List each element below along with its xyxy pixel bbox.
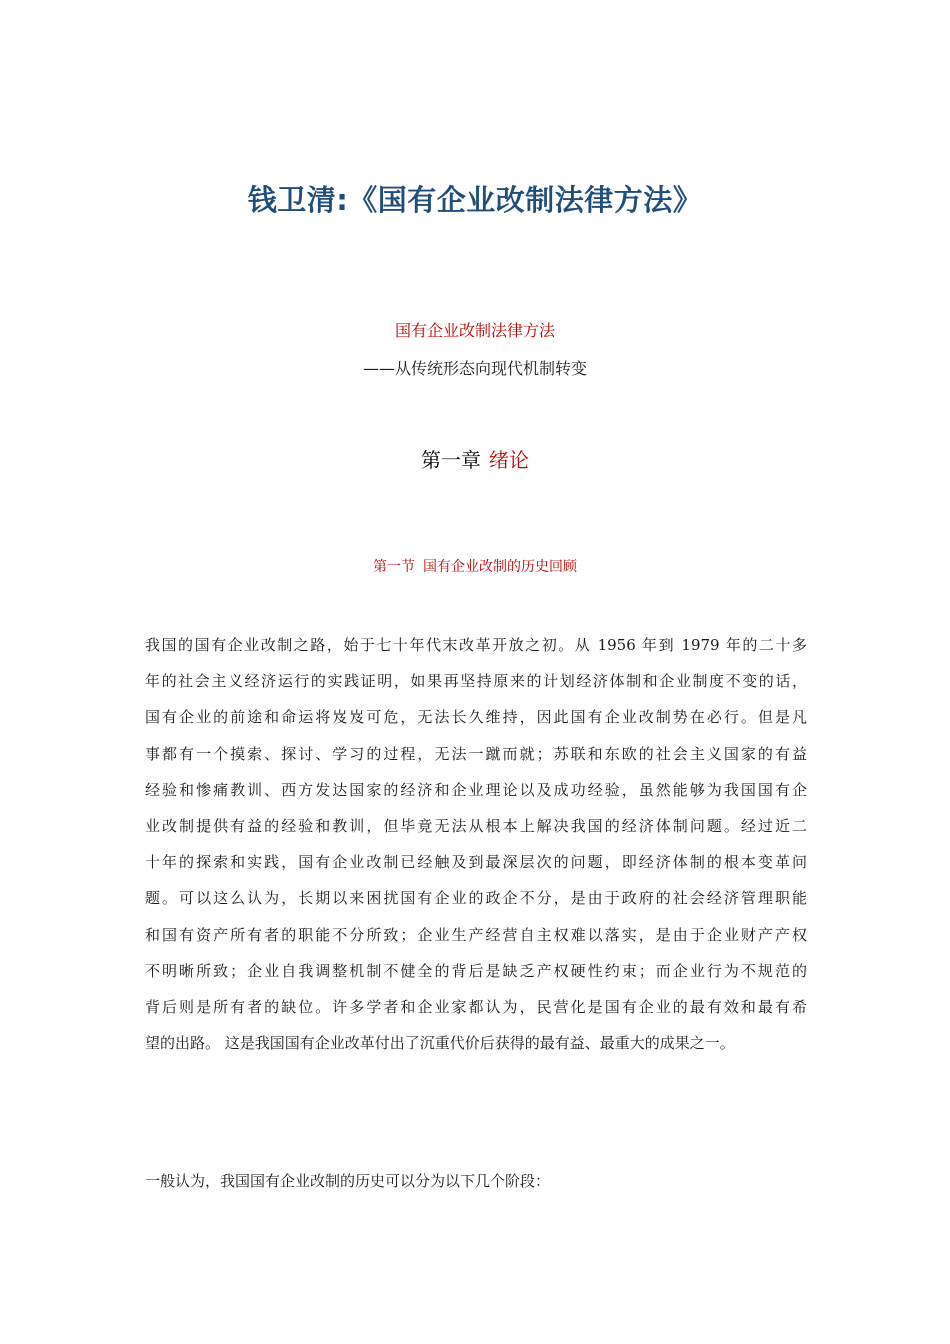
- paragraph-line: 望的出路。 这是我国国有企业改革付出了沉重代价后获得的最有益、最重大的成果之一。: [145, 1034, 735, 1053]
- book-subtitle: ——从传统形态向现代机制转变: [362, 359, 587, 378]
- chapter-number: 第一章: [421, 448, 481, 472]
- paragraph-line: 国有企业的前途和命运将岌岌可危，无法长久维持，因此国有企业改制势在必行。但是凡: [145, 708, 807, 727]
- stage-intro-paragraph: 一般认为，我国国有企业改制的历史可以分为以下几个阶段：: [145, 1172, 551, 1190]
- section-heading: [0, 556, 950, 576]
- paragraph-line: 背后则是所有者的缺位。许多学者和企业家都认为，民营化是国有企业的最有效和最有希: [145, 998, 807, 1017]
- paragraph-line: 十年的探索和实践，国有企业改制已经触及到最深层次的问题，即经济体制的根本变革问: [145, 853, 807, 872]
- document-title: 钱卫清:《国有企业改制法律方法》: [247, 183, 703, 217]
- section-name: 国有企业改制的历史回顾: [423, 559, 577, 575]
- body-paragraph: [145, 627, 807, 1061]
- chapter-heading: [0, 444, 950, 473]
- paragraph-line: 不明晰所致；企业自我调整机制不健全的背后是缺乏产权硬性约束；而企业行为不规范的: [145, 961, 807, 980]
- paragraph-line: 业改制提供有益的经验和教训，但毕竟无法从根本上解决我国的经济体制问题。经过近二: [145, 817, 807, 836]
- paragraph-line: 和国有资产所有者的职能不分所致；企业生产经营自主权难以落实，是由于企业财产产权: [145, 925, 807, 944]
- section-number: 第一节: [373, 559, 415, 575]
- paragraph-line: 题。可以这么认为，长期以来困扰国有企业的政企不分，是由于政府的社会经济管理职能: [145, 889, 807, 908]
- chapter-name: 绪论: [489, 448, 529, 472]
- book-title: 国有企业改制法律方法: [394, 321, 555, 340]
- paragraph-line: 我国的国有企业改制之路，始于七十年代末改革开放之初。从 1956 年到 1979 年的二十多: [145, 636, 807, 654]
- paragraph-line: 事都有一个摸索、探讨、学习的过程，无法一蹴而就；苏联和东欧的社会主义国家的有益: [145, 744, 807, 763]
- paragraph-line: 年的社会主义经济运行的实践证明，如果再坚持原来的计划经济体制和企业制度不变的话，: [145, 672, 807, 691]
- paragraph-line: 经验和惨痛教训、西方发达国家的经济和企业理论以及成功经验，虽然能够为我国国有企: [145, 780, 807, 799]
